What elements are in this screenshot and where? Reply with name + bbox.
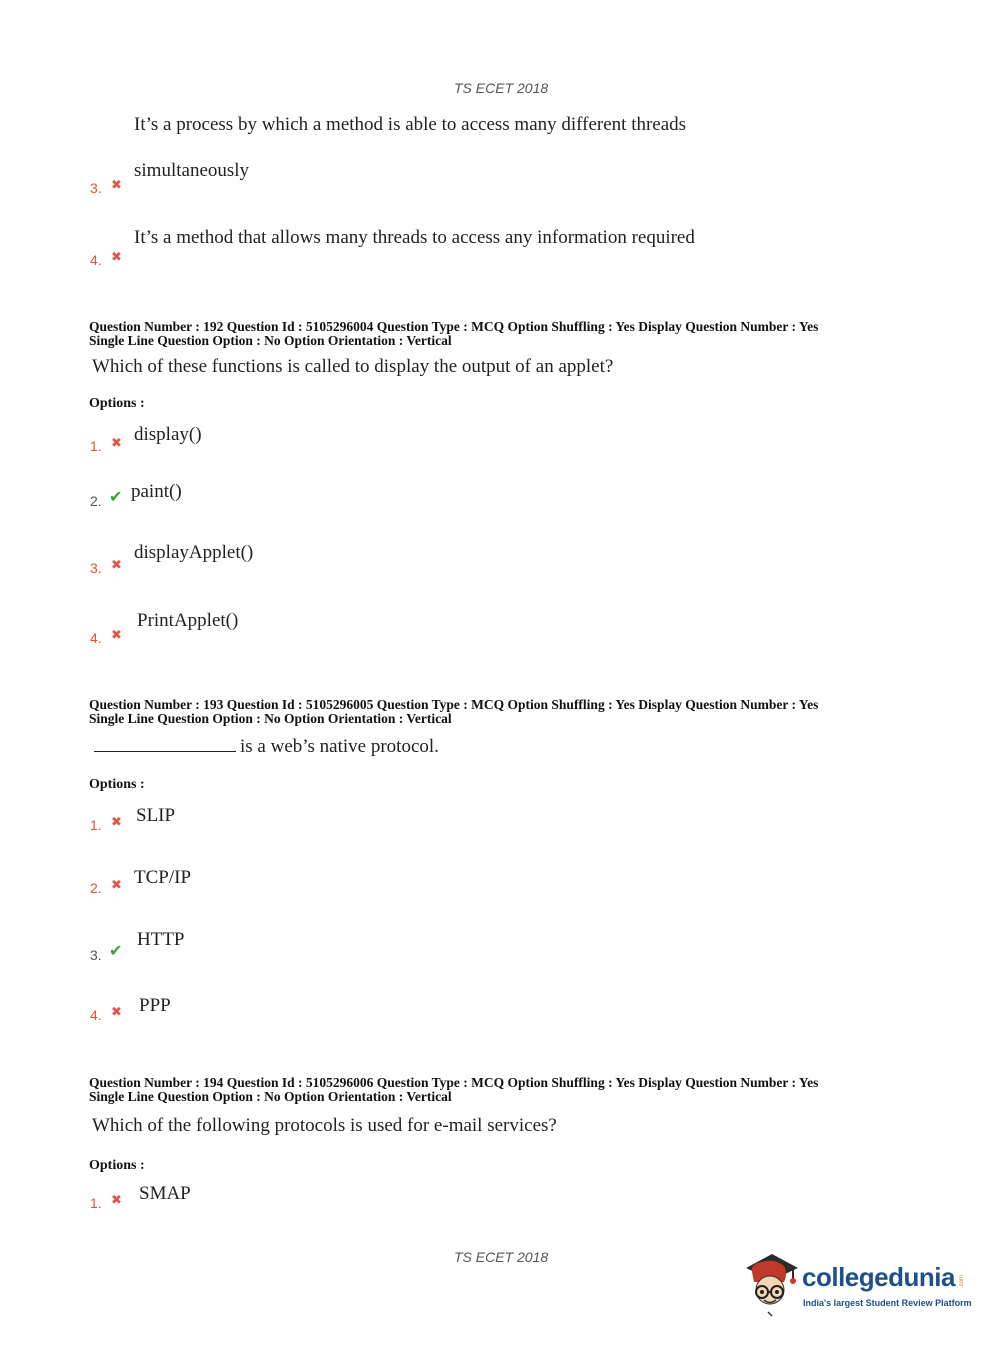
page-header: TS ECET 2018 — [454, 80, 549, 96]
q193-option-2-text: TCP/IP — [134, 867, 192, 888]
question-192-meta-line2: Single Line Question Option : No Option Orientation : Vertical — [89, 333, 452, 348]
cross-icon: ✖ — [111, 1193, 122, 1208]
cross-icon: ✖ — [111, 878, 122, 893]
q193-option-1-text: SLIP — [136, 805, 176, 826]
q193-option-3-text: HTTP — [137, 929, 185, 950]
fill-in-blank — [94, 737, 236, 752]
q192-option-4-number: 4. — [90, 630, 102, 646]
page-footer: TS ECET 2018 — [454, 1249, 549, 1265]
q192-option-3-number: 3. — [90, 560, 102, 576]
options-label: Options : — [89, 396, 145, 411]
brand-tagline: India's largest Student Review Platform — [803, 1298, 972, 1308]
prev-option-4-number: 4. — [90, 252, 102, 268]
q193-option-2-number: 2. — [90, 880, 102, 896]
question-192-meta-line1: Question Number : 192 Question Id : 5105296004 Question Type : MCQ Option Shuffling : Yes Display Question Number : Yes — [89, 319, 819, 334]
question-193-text — [94, 736, 439, 758]
question-194-meta-line2: Single Line Question Option : No Option Orientation : Vertical — [89, 1089, 452, 1104]
collegedunia-logo — [742, 1250, 972, 1320]
mascot-icon — [742, 1250, 800, 1318]
cross-icon: ✖ — [111, 1005, 122, 1020]
question-193-meta-line2: Single Line Question Option : No Option Orientation : Vertical — [89, 711, 452, 726]
brand-suffix: .com — [959, 1274, 965, 1288]
q193-option-3-number: 3. — [90, 947, 102, 963]
q192-option-4-text: PrintApplet() — [137, 610, 239, 631]
q192-option-1-number: 1. — [90, 438, 102, 454]
question-192-text: Which of these functions is called to display the output of an applet? — [92, 356, 614, 377]
question-194-meta-line1: Question Number : 194 Question Id : 5105296006 Question Type : MCQ Option Shuffling : Yes Display Question Number : Yes — [89, 1075, 819, 1090]
question-193-text-label: is a web’s native protocol. — [240, 736, 439, 757]
cross-icon: ✖ — [111, 815, 122, 830]
prev-option-3-line2: simultaneously — [134, 160, 250, 181]
prev-option-3-line1: It’s a process by which a method is able to access many different threads — [134, 114, 687, 135]
question-194-text: Which of the following protocols is used for e-mail services? — [92, 1115, 557, 1136]
check-icon: ✔ — [109, 941, 123, 960]
cross-icon: ✖ — [111, 628, 122, 643]
options-label: Options : — [89, 1158, 145, 1173]
q192-option-3-text: displayApplet() — [134, 542, 254, 563]
brand-name: collegedunia — [802, 1262, 955, 1292]
q192-option-1-text: display() — [134, 424, 202, 445]
cross-icon: ✖ — [111, 178, 122, 193]
question-193-meta-line1: Question Number : 193 Question Id : 5105296005 Question Type : MCQ Option Shuffling : Yes Display Question Number : Yes — [89, 697, 819, 712]
q192-option-2-number: 2. — [90, 493, 102, 509]
cross-icon: ✖ — [111, 436, 122, 451]
q192-option-2-text: paint() — [131, 481, 182, 502]
q194-option-1-text: SMAP — [139, 1183, 191, 1204]
cross-icon: ✖ — [111, 558, 122, 573]
q193-option-4-text: PPP — [139, 995, 171, 1016]
options-label: Options : — [89, 777, 145, 792]
prev-option-3-number: 3. — [90, 180, 102, 196]
check-icon: ✔ — [109, 487, 123, 506]
prev-option-4-text: It’s a method that allows many threads to access any information required — [134, 227, 695, 248]
q194-option-1-number: 1. — [90, 1195, 102, 1211]
cross-icon: ✖ — [111, 250, 122, 265]
q193-option-1-number: 1. — [90, 817, 102, 833]
q193-option-4-number: 4. — [90, 1007, 102, 1023]
